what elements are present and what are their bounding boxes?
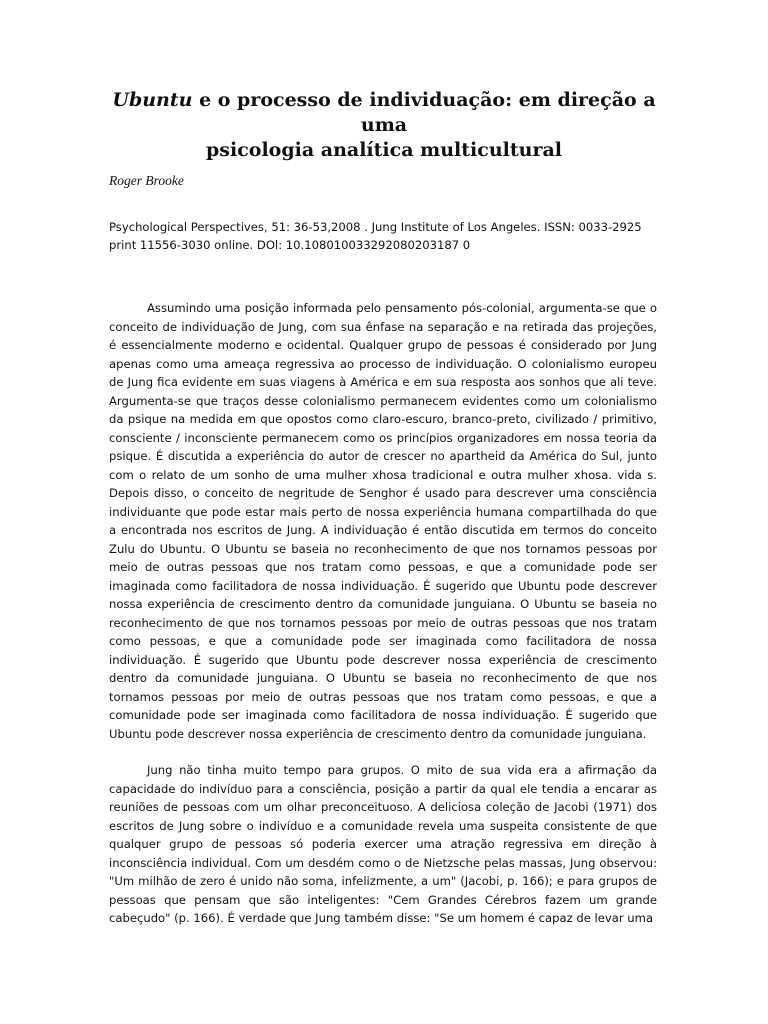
document-title [100, 88, 668, 163]
title-italic-word: Ubuntu [112, 89, 193, 111]
author-name: Roger Brooke [109, 173, 184, 188]
body-paragraph: Jung não tinha muito tempo para grupos. O mito de sua vida era a afirmação da capacidade do indivíduo para a consciência, posição a partir da qual ele tendia a encarar as reuniões de pessoas com um olhar preconceituoso. A deliciosa coleção de Jacobi (1971) dos escritos de Jung sobre o indivíduo e a comunidade revela uma suspeita consistente de que qualquer grupo de pessoas só poderia exercer uma atração regressiva em direção à inconsciência individual. Com um desdém como o de Nietzsche pelas massas, Jung observou: "Um milhão de zero é unido não soma, infelizmente, a um" (Jacobi, p. 166); e para grupos de pessoas que pensam que são inteligentes: "Cem Grandes Cérebros fazem um grande cabeçudo" (p. 166). É verdade que Jung também disse: "Se um homem é capaz de levar uma [109, 763, 657, 925]
title-line-2: psicologia analítica multicultural [206, 139, 562, 161]
citation-block [109, 218, 661, 254]
body-text [109, 299, 657, 946]
abstract-paragraph: Assumindo uma posição informada pelo pensamento pós-colonial, argumenta-se que o conceito de individuação de Jung, com sua ênfase na separação e na retirada das projeções, é essencialmente moderno e ocidental. Qualquer grupo de pessoas é considerado por Jung apenas como uma ameaça regressiva ao processo de individuação. O colonialismo europeu de Jung fica evidente em suas viagens à América e em sua resposta aos sonhos que ali teve. Argumenta-se que traços desse colonialismo permanecem evidentes como um colonialismo da psique na medida em que opostos como claro-escuro, branco-preto, civilizado / primitivo, consciente / inconsciente permanecem como os princípios organizadores em nossa teoria da psique. É discutida a experiência do autor de crescer no apartheid da América do Sul, junto com o relato de um sonho de uma mulher xhosa tradicional e outra mulher xhosa. vida s. Depois disso, o conceito de negritude de Senghor é usado para descrever uma consciência individuante que pode estar mais perto de nossa experiência humana compartilhada do que a encontrada nos escritos de Jung. A individuação é então discutida em termos do conceito Zulu do Ubuntu. O Ubuntu se baseia no reconhecimento de que nos tornamos pessoas por meio de outras pessoas que nos tratam como pessoas, e que a comunidade pode ser imaginada como facilitadora de nossa individuação. É sugerido que Ubuntu pode descrever nossa experiência de crescimento dentro da comunidade junguiana. O Ubuntu se baseia no reconhecimento de que nos tornamos pessoas por meio de outras pessoas que nos tratam como pessoas, e que a comunidade pode ser imaginada como facilitadora de nossa individuação. É sugerido que Ubuntu pode descrever nossa experiência de crescimento dentro da comunidade junguiana. O Ubuntu se baseia no reconhecimento de que nos tornamos pessoas por meio de outras pessoas que nos tratam como pessoas, e que a comunidade pode ser imaginada como facilitadora de nossa individuação. É sugerido que Ubuntu pode descrever nossa experiência de crescimento dentro da comunidade junguiana. [109, 301, 657, 741]
title-line-1-rest: e o processo de individuação: em direção a uma [192, 89, 656, 136]
citation-line-1: Psychological Perspectives, 51: 36-53,2008 . Jung Institute of Los Angeles. ISSN: 0033-2925 [109, 220, 642, 234]
citation-line-2: print 11556-3030 online. DOl: 10.108010033292080203187 0 [109, 238, 471, 252]
